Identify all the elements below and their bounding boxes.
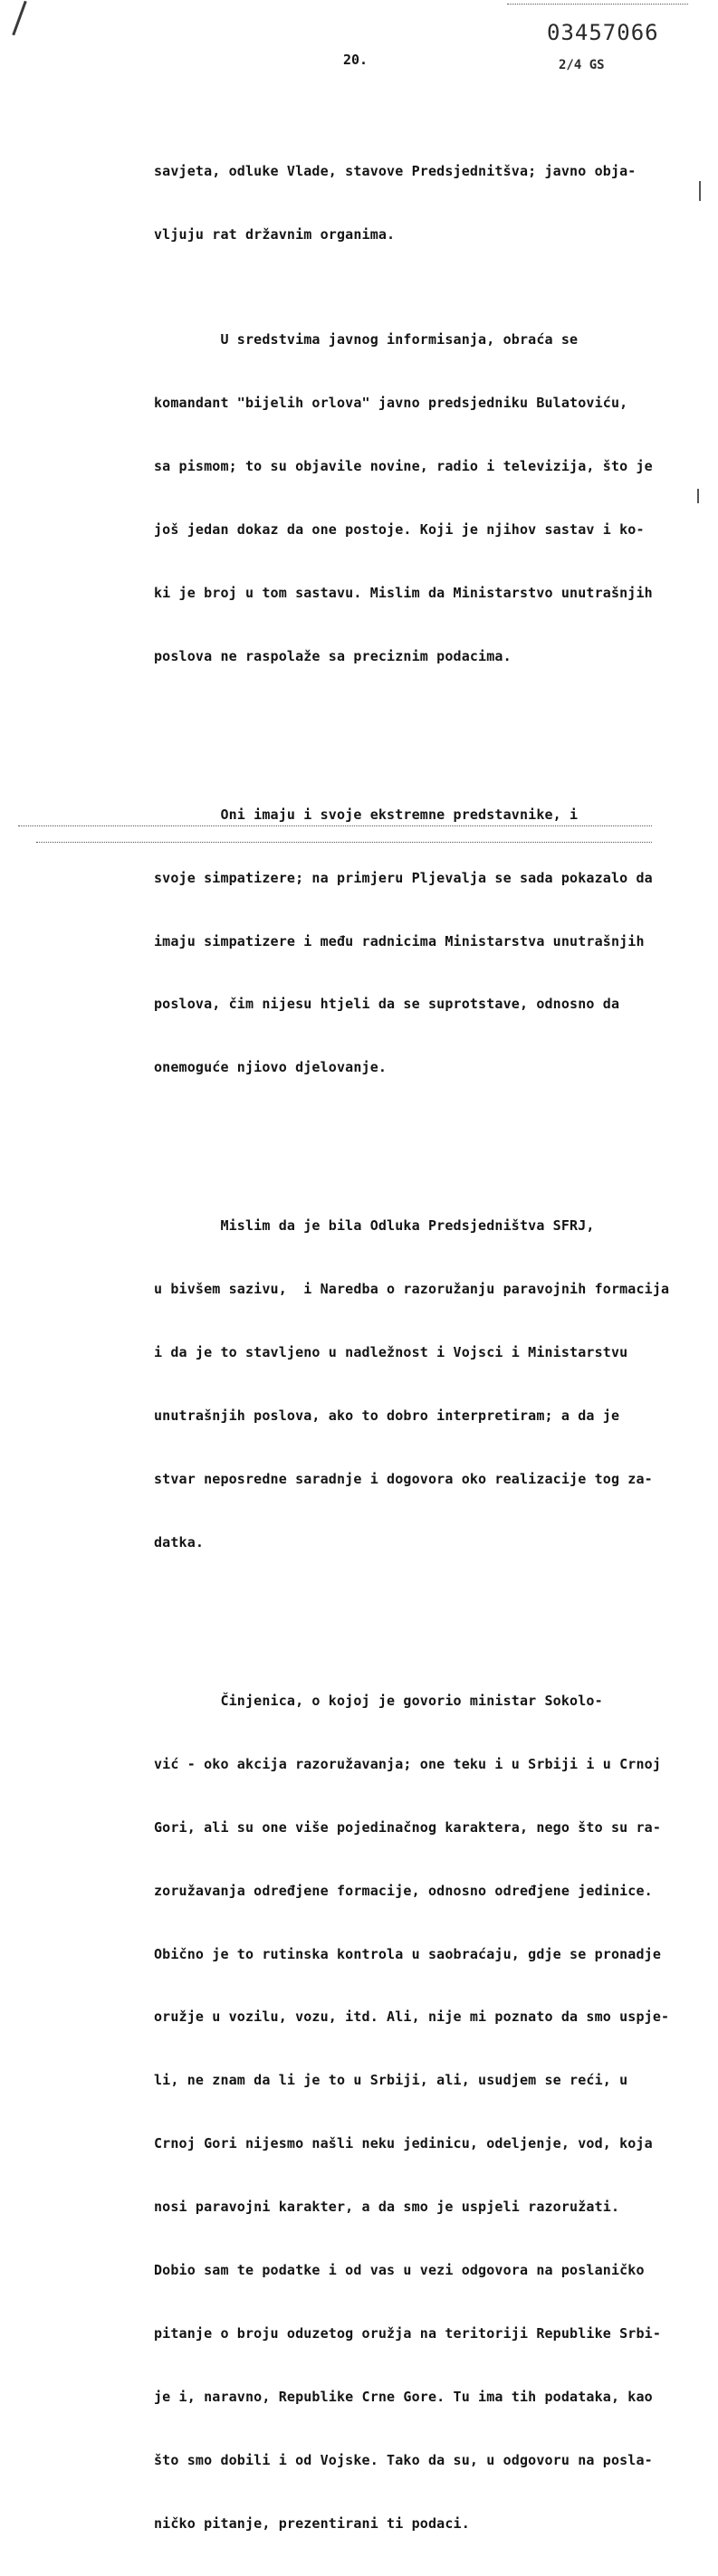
text-line: u bivšem sazivu, i Naredba o razoružanju paravojnih formacija [154, 1281, 670, 1298]
paragraph-gap [154, 710, 688, 720]
handwritten-annotation: 2/4 GS [559, 58, 605, 72]
text-line: unutrašnjih poslova, ako to dobro interpretiram; a da je [154, 1407, 620, 1425]
scan-mark-right-edge-2 [697, 489, 699, 503]
text-line: savjeta, odluke Vlade, stavove Predsjednitšva; javno obja- [154, 162, 637, 179]
text-line: imaju simpatizere i među radnicima Ministarstva unutrašnjih [154, 932, 645, 949]
text-line: zoružavanja određjene formacije, odnosno određjene jedinice. [154, 1882, 653, 1899]
text-line: ki je broj u tom sastavu. Mislim da Ministarstvo unutrašnjih [154, 584, 653, 601]
scan-mark-right-edge [699, 181, 701, 201]
text-line: svoje simpatizere; na primjeru Pljevalja se sada pokazalo da [154, 869, 653, 886]
text-line: Gori, ali su one više pojedinačnog karaktera, nego što su ra- [154, 1818, 662, 1836]
text-line: U sredstvima javnog informisanja, obraća se [154, 331, 579, 348]
scan-mark-top-left [12, 1, 26, 36]
text-line: pitanje o broju oduzetog oružja na teritoriji Republike Srbi- [154, 2324, 662, 2342]
paragraph-gap [154, 1121, 688, 1131]
text-line: što smo dobili i od Vojske. Tako da su, u odgovoru na posla- [154, 2451, 653, 2468]
text-line: vljuju rat državnim organima. [154, 225, 396, 243]
text-line: poslova, čim nijesu htjeli da se suprotstave, odnosno da [154, 996, 620, 1013]
text-line: i da je to stavljeno u nadležnost i Vojsci i Ministarstvu [154, 1344, 628, 1361]
text-line: Crnoj Gori nijesmo našli neku jedinicu, odeljenje, vod, koja [154, 2135, 653, 2152]
text-line: poslova ne raspolaže sa preciznim podacima. [154, 647, 512, 664]
text-line: Mislim da je bila Odluka Predsjedništva SFRJ, [154, 1217, 595, 1235]
text-line: Oni imaju i svoje ekstremne predstavnike, i [154, 806, 579, 823]
text-line: Obično je to rutinska kontrola u saobraćaju, gdje se pronadje [154, 1945, 662, 1962]
text-line: komandant "bijelih orlova" javno predsjedniku Bulatoviću, [154, 395, 628, 412]
document-id-stamp: 03457066 [547, 20, 659, 45]
text-line: još jedan dokaz da one postoje. Koji je njihov sastav i ko- [154, 520, 645, 538]
page-number: 20. [343, 52, 369, 68]
text-line: sa pismom; to su objavile novine, radio i televizija, što je [154, 458, 653, 475]
text-line: Činjenica, o kojoj je govorio ministar Sokolo- [154, 1692, 603, 1709]
text-line: onemoguće njiovo djelovanje. [154, 1059, 388, 1076]
text-line: nosi paravojni karakter, a da smo je uspjeli razoružati. [154, 2199, 620, 2216]
document-body [154, 98, 688, 2576]
text-line: Dobio sam te podatke i od vas u vezi odgovora na poslaničko [154, 2261, 645, 2278]
text-line: stvar neposredne saradnje i dogovora oko realizacije tog za- [154, 1471, 653, 1487]
scan-mark-top-right [507, 4, 688, 5]
paragraph-gap [154, 1596, 688, 1607]
text-line: li, ne znam da li je to u Srbiji, ali, usudjem se reći, u [154, 2072, 628, 2089]
text-line: vić - oko akcija razoružavanja; one teku i u Srbiji i u Crnoj [154, 1755, 662, 1772]
text-line: ničko pitanje, prezentirani ti podaci. [154, 2514, 470, 2532]
text-line: oružje u vozilu, vozu, itd. Ali, nije mi poznato da smo uspje- [154, 2008, 670, 2026]
text-line: je i, naravno, Republike Crne Gore. Tu ima tih podataka, kao [154, 2388, 653, 2405]
text-line: datka. [154, 1533, 205, 1550]
